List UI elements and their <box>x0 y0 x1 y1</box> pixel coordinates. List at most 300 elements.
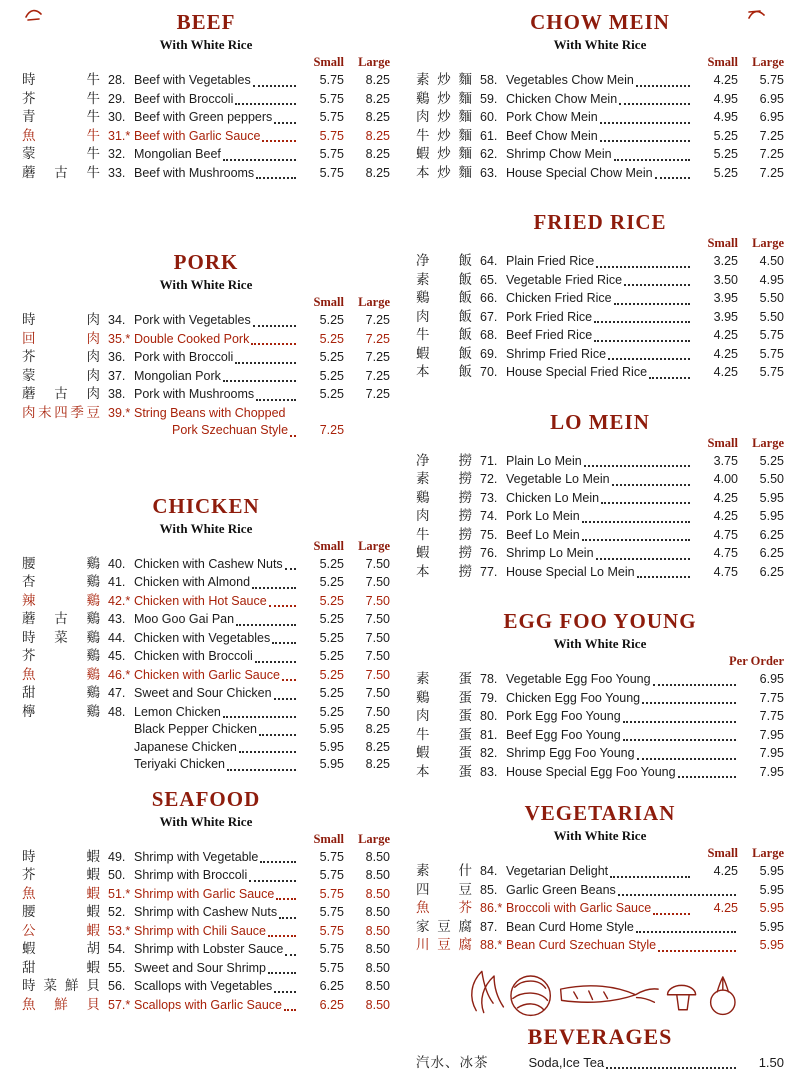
item-chinese-label: 鷄 撈 <box>416 489 472 505</box>
item-number: 71. <box>480 453 498 468</box>
menu-column-left <box>22 10 390 1046</box>
item-chinese-label: 蝦 撈 <box>416 545 472 560</box>
item-price-large: 5.75 <box>759 365 784 379</box>
menu-item <box>416 145 784 164</box>
item-price-large: 8.25 <box>365 110 390 124</box>
item-number: 48. <box>108 704 126 719</box>
item-chinese-label: 素 什 <box>416 863 472 878</box>
item-price-large: 7.25 <box>759 165 784 180</box>
item-name: Beef with Mushrooms <box>134 165 255 180</box>
item-name: Shrimp Lo Mein <box>506 546 594 560</box>
item-price-small: 4.25 <box>713 509 738 523</box>
item-price-small: 4.25 <box>713 346 738 361</box>
item-number: 45. <box>108 649 126 663</box>
item-price-large: 8.25 <box>365 128 390 143</box>
item-chinese-label: 川 豆 腐 <box>416 937 472 952</box>
item-name: Black Pepper Chicken <box>134 722 257 736</box>
dotted-leader <box>596 544 690 560</box>
item-name: Chicken Lo Mein <box>506 490 600 505</box>
item-number: 67. <box>480 309 498 324</box>
dotted-leader <box>582 507 690 523</box>
item-price-small: 5.95 <box>319 757 344 771</box>
price-header: Small <box>313 55 344 69</box>
item-price-large: 4.50 <box>759 254 784 268</box>
item-chinese-label: 蘑 古 鷄 <box>22 611 100 626</box>
item-chinese-label: 時 菜 鷄 <box>22 629 100 645</box>
item-chinese-label: 芥 鷄 <box>22 648 100 663</box>
item-chinese-label: 鷄 蛋 <box>416 689 472 705</box>
item-price-small: 5.75 <box>319 849 344 864</box>
item-chinese-label: 時 菜 鮮 貝 <box>22 978 100 993</box>
price-column-headers <box>416 652 784 670</box>
menu-item <box>22 367 390 386</box>
item-name: Double Cooked Pork <box>134 331 250 346</box>
item-number: 79. <box>480 690 498 705</box>
menu-item <box>22 71 390 90</box>
item-price-large: 7.25 <box>365 313 390 327</box>
menu-item <box>22 555 390 574</box>
item-price-small: 5.75 <box>319 147 344 161</box>
section-vegetarian <box>416 801 784 955</box>
item-price-small: 4.25 <box>713 73 738 87</box>
dotted-leader <box>678 763 736 779</box>
item-number: 82. <box>480 746 498 760</box>
item-name: Japanese Chicken <box>134 739 237 754</box>
item-chinese-label: 肉 飯 <box>416 308 472 324</box>
section-title: VEGETARIAN <box>524 801 676 825</box>
section-subtitle: With White Rice <box>159 520 253 536</box>
menu-item <box>416 71 784 90</box>
vegetables-drawing <box>450 959 750 1023</box>
menu-item <box>22 610 390 629</box>
item-name: Shrimp with Broccoli <box>134 868 248 882</box>
item-price-large: 7.50 <box>365 649 390 663</box>
item-price-small: 4.25 <box>713 365 738 379</box>
item-price-large: 7.50 <box>365 612 390 626</box>
item-price-large: 7.25 <box>365 387 390 401</box>
item-name: Shrimp with Vegetable <box>134 849 259 864</box>
item-price-large: 7.50 <box>365 556 390 571</box>
dotted-leader <box>249 866 296 882</box>
item-chinese-label: 魚 鮮 貝 <box>22 996 100 1012</box>
item-number: 61. <box>480 128 498 143</box>
item-number: 42.* <box>108 593 131 608</box>
item-number: 77. <box>480 564 498 579</box>
dotted-leader <box>594 326 690 342</box>
dotted-leader <box>223 367 296 383</box>
item-name: Mongolian Beef <box>134 147 221 161</box>
dotted-leader <box>614 289 690 305</box>
item-name: Vegetable Lo Mein <box>506 472 610 486</box>
item-price-large: 1.50 <box>758 1054 784 1070</box>
dotted-leader <box>619 90 690 106</box>
price-header: Small <box>707 846 738 860</box>
menu-item <box>22 348 390 367</box>
item-chinese-label: 肉 末 四 季 豆 <box>22 404 100 420</box>
item-price-large: 5.50 <box>759 472 784 486</box>
section-subtitle: With White Rice <box>159 813 253 829</box>
menu-item <box>22 385 390 404</box>
dotted-leader <box>624 271 690 287</box>
item-price-small: 3.50 <box>713 272 738 287</box>
item-chinese-label: 本 蛋 <box>416 763 472 779</box>
item-name: Teriyaki Chicken <box>134 757 226 771</box>
dotted-leader <box>653 670 736 686</box>
dotted-leader <box>642 689 736 705</box>
menu-item <box>416 127 784 146</box>
item-name: Shrimp Chow Mein <box>506 147 612 161</box>
item-price-small: 5.95 <box>319 722 344 736</box>
item-chinese-label: 芥 蝦 <box>22 867 100 882</box>
menu-item <box>22 404 390 423</box>
item-name: Scallops with Garlic Sauce <box>134 997 282 1012</box>
item-chinese-label: 牛 飯 <box>416 327 472 342</box>
item-price-small: 5.25 <box>319 667 344 682</box>
item-number: 70. <box>480 365 498 379</box>
item-name: Chicken with Almond <box>134 575 251 589</box>
item-name: Shrimp with Garlic Sauce <box>134 886 275 901</box>
item-price-small: 6.25 <box>319 997 344 1012</box>
item-price-large: 5.95 <box>759 919 784 934</box>
section-subtitle: With White Rice <box>553 636 647 651</box>
item-price-large: 7.25 <box>759 128 784 143</box>
item-name: Pork with Mushrooms <box>134 387 255 401</box>
menu-item <box>416 308 784 327</box>
item-price-large: 8.50 <box>365 868 390 882</box>
menu-item <box>22 90 390 109</box>
item-number: 47. <box>108 686 126 700</box>
item-price-large: 8.25 <box>365 722 390 736</box>
item-price-small: 5.75 <box>319 923 344 938</box>
item-price-large: 5.75 <box>759 346 784 361</box>
item-price-small: 5.75 <box>319 886 344 901</box>
item-price-large: 5.95 <box>759 509 784 523</box>
item-chinese-label: 牛 蛋 <box>416 726 472 742</box>
dotted-leader <box>582 526 690 542</box>
item-price-small: 4.75 <box>713 546 738 560</box>
item-chinese-label: 公 蝦 <box>22 922 100 938</box>
item-chinese-label: 芥 牛 <box>22 90 100 106</box>
item-price-large: 5.95 <box>759 490 784 505</box>
item-price-small: 5.25 <box>319 556 344 571</box>
item-chinese-label: 素 蛋 <box>416 671 472 686</box>
item-name: Plain Lo Mein <box>506 453 582 468</box>
menu-item <box>416 252 784 271</box>
menu-item <box>416 326 784 345</box>
item-chinese-label: 肉 撈 <box>416 508 472 523</box>
price-header: Per Order <box>729 654 784 668</box>
item-chinese-label: 時 牛 <box>22 72 100 87</box>
dotted-leader <box>235 90 296 106</box>
section-chowmein <box>416 10 784 182</box>
item-price-large: 6.95 <box>759 672 784 686</box>
menu-item <box>416 744 784 763</box>
item-price-large: 6.25 <box>759 527 784 542</box>
item-number: 31.* <box>108 128 131 143</box>
dotted-leader <box>285 555 296 571</box>
item-chinese-label: 本 炒 麵 <box>416 164 472 180</box>
dotted-leader <box>612 470 690 486</box>
item-number: 87. <box>480 919 498 934</box>
item-chinese-label: 時 肉 <box>22 312 100 327</box>
price-header: Large <box>358 295 390 309</box>
item-number: 53.* <box>108 923 131 938</box>
menu-item <box>22 922 390 941</box>
dotted-leader <box>658 936 736 952</box>
item-price-small: 5.75 <box>319 128 344 143</box>
item-number: 56. <box>108 979 126 993</box>
dotted-leader <box>637 744 736 760</box>
item-name: Pork Lo Mein <box>506 509 580 523</box>
item-number: 28. <box>108 73 126 87</box>
menu-item <box>416 271 784 290</box>
item-price-large: 7.50 <box>365 575 390 589</box>
item-name: Pork Fried Rice <box>506 309 593 324</box>
item-name: Chicken Chow Mein <box>506 91 618 106</box>
item-name: House Special Fried Rice <box>506 365 648 379</box>
price-header: Large <box>752 846 784 860</box>
dotted-leader <box>655 164 690 180</box>
menu-item <box>416 763 784 782</box>
dotted-leader <box>594 308 690 324</box>
dotted-leader <box>282 666 296 682</box>
item-price-small: 5.25 <box>713 165 738 180</box>
item-name: Vegetable Fried Rice <box>506 272 623 287</box>
item-price-small: 5.25 <box>319 649 344 663</box>
item-price-large: 8.50 <box>365 979 390 993</box>
menu-item <box>22 108 390 127</box>
item-name: Beef Chow Mein <box>506 128 598 143</box>
menu-item <box>416 862 784 881</box>
item-name: Shrimp with Chili Sauce <box>134 923 266 938</box>
item-name: Beef with Green peppers <box>134 110 273 124</box>
section-title: CHOW MEIN <box>530 10 670 34</box>
item-number: 69. <box>480 346 498 361</box>
item-chinese-label: 時 蝦 <box>22 848 100 864</box>
item-price-large: 5.50 <box>759 309 784 324</box>
price-header: Large <box>358 55 390 69</box>
item-name: Broccoli with Garlic Sauce <box>506 901 652 915</box>
item-price-large: 8.50 <box>365 886 390 901</box>
dotted-leader <box>618 881 736 897</box>
item-price-small: 5.25 <box>713 147 738 161</box>
item-chinese-label: 家 豆 腐 <box>416 918 472 934</box>
item-price-large: 5.75 <box>759 328 784 342</box>
item-number: 46.* <box>108 667 131 682</box>
item-price-small: 5.75 <box>319 110 344 124</box>
item-price-large: 5.95 <box>759 864 784 878</box>
price-header: Small <box>707 435 738 450</box>
item-chinese-label: 魚 芥 <box>416 900 472 915</box>
item-price-small: 3.95 <box>713 309 738 324</box>
item-number: 86.* <box>480 901 503 915</box>
item-chinese-label: 杏 鷄 <box>22 574 100 589</box>
dotted-leader <box>274 977 296 993</box>
price-column-headers <box>22 53 390 71</box>
item-price-large: 8.50 <box>365 997 390 1012</box>
item-price-large: 7.95 <box>759 764 784 779</box>
item-chinese-label: 蝦 胡 <box>22 941 100 956</box>
item-chinese-label: 芥 肉 <box>22 349 100 364</box>
menu-item <box>416 164 784 183</box>
item-name: Scallops with Vegetables <box>134 979 273 993</box>
dotted-leader <box>223 145 296 161</box>
item-number: 33. <box>108 165 126 180</box>
item-chinese-label: 腰 蝦 <box>22 904 100 919</box>
item-number: 40. <box>108 556 126 571</box>
item-number: 49. <box>108 849 126 864</box>
item-number: 84. <box>480 864 498 878</box>
item-price-small: 5.25 <box>319 368 344 383</box>
menu-item <box>416 1053 784 1072</box>
menu-item <box>416 899 784 918</box>
menu-item <box>416 936 784 955</box>
item-name: Plain Fried Rice <box>506 254 595 268</box>
section-pork <box>22 250 390 440</box>
item-number: 58. <box>480 73 498 87</box>
dotted-leader <box>276 885 296 901</box>
item-chinese-label: 汽 水 、 冰 茶 <box>416 1054 489 1070</box>
item-name: Vegetable Egg Foo Young <box>506 672 651 686</box>
item-name: Garlic Green Beans <box>506 882 616 897</box>
menu-item <box>22 666 390 685</box>
item-name: Chicken with Garlic Sauce <box>134 667 280 682</box>
item-name: Shrimp Fried Rice <box>506 346 607 361</box>
item-price-small: 5.95 <box>319 739 344 754</box>
item-name: Chicken with Vegetables <box>134 630 271 645</box>
item-number: 37. <box>108 368 126 383</box>
item-price-small: 3.95 <box>713 291 738 305</box>
item-chinese-label: 素 飯 <box>416 271 472 287</box>
menu-item <box>22 127 390 146</box>
item-price-large: 6.95 <box>759 91 784 106</box>
item-chinese-label: 牛 撈 <box>416 526 472 542</box>
item-name: Vegetarian Delight <box>506 864 609 878</box>
item-name: Pork with Broccoli <box>134 350 234 364</box>
item-number: 52. <box>108 905 126 919</box>
item-number: 43. <box>108 612 126 626</box>
item-chinese-label: 腰 鷄 <box>22 555 100 571</box>
item-price-large: 7.95 <box>759 727 784 742</box>
item-number: 81. <box>480 727 498 742</box>
menu-item <box>22 977 390 996</box>
dotted-leader <box>274 108 296 124</box>
item-price-small: 4.00 <box>713 472 738 486</box>
section-eggfooyoung <box>416 609 784 781</box>
item-price-small: 3.75 <box>713 453 738 468</box>
item-number: 62. <box>480 147 498 161</box>
item-name: Beef Lo Mein <box>506 527 580 542</box>
item-price-large: 8.50 <box>365 942 390 956</box>
item-price-small: 5.25 <box>319 704 344 719</box>
item-price-large: 7.50 <box>365 593 390 608</box>
dotted-leader <box>253 311 296 327</box>
item-price-small: 5.75 <box>319 91 344 106</box>
item-chinese-label: 肉 蛋 <box>416 708 472 723</box>
item-price-large: 7.75 <box>759 690 784 705</box>
item-price-small: 5.25 <box>319 313 344 327</box>
dotted-leader <box>649 363 690 379</box>
item-price-large: 7.50 <box>365 686 390 700</box>
item-number: 29. <box>108 91 126 106</box>
item-number: 51.* <box>108 886 131 901</box>
dotted-leader <box>284 996 296 1012</box>
menu-item <box>22 647 390 666</box>
item-name: Chicken Egg Foo Young <box>506 690 641 705</box>
item-number: 55. <box>108 960 126 975</box>
item-price-small: 5.25 <box>319 593 344 608</box>
dotted-leader <box>290 422 296 437</box>
item-chinese-label: 蒙 肉 <box>22 367 100 383</box>
item-name: Sweet and Sour Chicken <box>134 686 272 700</box>
dotted-leader <box>269 592 296 608</box>
section-subtitle: With White Rice <box>159 277 253 292</box>
item-name: Beef Fried Rice <box>506 328 593 342</box>
menu-item <box>22 959 390 978</box>
menu-item <box>22 866 390 885</box>
item-price-small: 5.25 <box>319 630 344 645</box>
menu-item <box>416 689 784 708</box>
item-number: 75. <box>480 527 498 542</box>
menu-item <box>416 526 784 545</box>
menu-item <box>22 739 390 757</box>
item-chinese-label: 素 撈 <box>416 471 472 486</box>
item-price-small: 5.75 <box>319 165 344 180</box>
item-number: 68. <box>480 328 498 342</box>
section-title: SEAFOOD <box>151 786 261 811</box>
item-price-large: 5.25 <box>759 453 784 468</box>
price-header: Large <box>752 435 784 450</box>
vegetables-illustration <box>416 959 784 1023</box>
item-price-large: 5.75 <box>759 73 784 87</box>
item-name: Beef with Garlic Sauce <box>134 128 261 143</box>
menu-item <box>416 726 784 745</box>
item-number: 74. <box>480 509 498 523</box>
section-subtitle: With White Rice <box>159 37 253 52</box>
item-number: 88.* <box>480 938 503 952</box>
item-price-small: 3.25 <box>713 254 738 268</box>
dotted-leader <box>600 127 690 143</box>
price-column-headers <box>416 434 784 452</box>
item-chinese-label: 甜 蝦 <box>22 959 100 975</box>
dotted-leader <box>256 385 296 401</box>
item-number: 36. <box>108 350 126 364</box>
menu-item <box>22 311 390 330</box>
item-price-large: 8.25 <box>365 147 390 161</box>
item-price-small: 5.75 <box>319 868 344 882</box>
item-chinese-label: 净 飯 <box>416 253 472 268</box>
item-name: Chicken with Cashew Nuts <box>134 556 283 571</box>
dotted-leader <box>610 862 690 878</box>
item-chinese-label: 青 牛 <box>22 109 100 124</box>
item-name: Chicken with Hot Sauce <box>134 593 267 608</box>
item-name: Pork Chow Mein <box>506 110 598 124</box>
item-number: 30. <box>108 110 126 124</box>
item-number: 50. <box>108 868 126 882</box>
item-price-large: 8.50 <box>365 905 390 919</box>
item-chinese-label: 甜 鷄 <box>22 685 100 700</box>
menu-item <box>416 470 784 489</box>
dotted-leader <box>601 489 690 505</box>
item-chinese-label: 本 飯 <box>416 364 472 379</box>
item-number: 32. <box>108 147 126 161</box>
dotted-leader <box>623 726 736 742</box>
item-name: Beef Egg Foo Young <box>506 727 621 742</box>
item-price-large: 8.25 <box>365 165 390 180</box>
item-name: Sweet and Sour Shrimp <box>134 960 267 975</box>
section-beef <box>22 10 390 182</box>
price-column-headers <box>22 293 390 311</box>
